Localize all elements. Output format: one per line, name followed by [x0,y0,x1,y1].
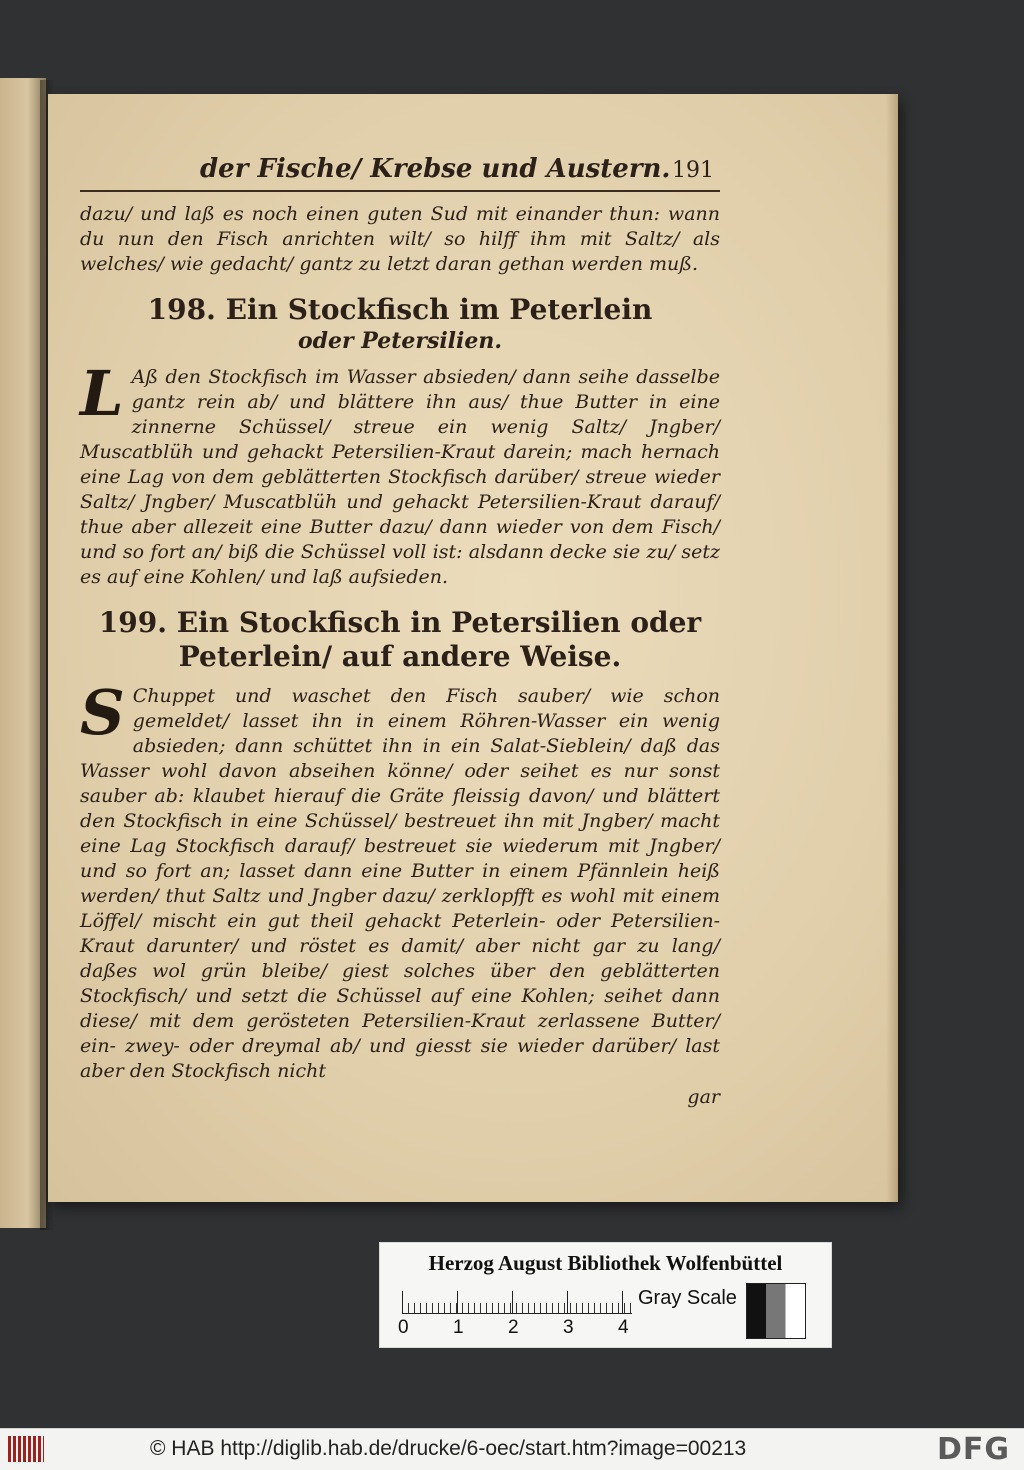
ruler-number: 2 [508,1317,519,1338]
running-head-title: der Fische/ Krebse und Austern. [200,154,671,184]
recipe-199-body [80,676,720,1084]
gray-scale-label: Gray Scale [638,1287,737,1309]
recipe-198-dropcap: L [80,357,124,430]
ruler-numbers [394,1317,654,1339]
ruler-number: 0 [398,1317,409,1338]
recipe-199-text: Chuppet und waschet den Fisch sauber/ wie schon gemeldet/ lasset ihn in einem Röhren-Wasser ein wenig absieden; dann schüttet ihn in ein Salat-Sieblein/ daß das Wasser wohl davon abseihen könne/ oder seihet es nur sonst sauber ab: klaubet hierauf die Gräte fleissig davon/ und blättert den Stockfisch in eine Schüssel/ bestreuet ihn mit Jngber/ macht eine Lag Stockfisch darauf/ bestreuet sie wiederum mit Jngber/ und so fort an; lasset dann eine Butter in einem Pfännlein heiß werden/ thut Saltz und Jngber dazu/ zerklopfft es wohl mit einem Löffel/ mischt ein gut theil gehackt Peterlein- oder Petersilien-Kraut darunter/ und röstet es damit/ aber nicht gar zu lang/ daßes wol grün bleibe/ giest solches über den geblätterten Stockfisch/ und setzt die Schüssel auf eine Kohlen; seihet dann diese/ mit dem gerösteten Petersilien-Kraut zerlassene Butter/ ein- zwey- oder dreymal ab/ und giesst sie wieder darüber/ last aber den Stockfisch nicht [80,685,720,1082]
library-name: Herzog August Bibliothek Wolfenbüttel [428,1251,783,1275]
ruler-major-tick [457,1291,458,1313]
catchword: gar [687,1086,720,1108]
ruler-major-tick [567,1291,568,1313]
page-text-block [80,154,720,1108]
recipe-199-dropcap: S [80,676,125,749]
source-link[interactable]: © HAB http://diglib.hab.de/drucke/6-oec/start.htm?image=00213 [150,1437,747,1460]
running-head [80,154,720,192]
page-number: 191 [672,158,714,183]
intro-paragraph: dazu/ und laß es noch einen guten Sud mit einander thun: wann du nun den Fisch anrichten wilt/ so hilff ihm mit Saltz/ als welches/ wie gedacht/ gantz zu letzt daran gethan werden muß. [80,203,720,275]
ruler-major-tick [622,1291,623,1313]
ruler-number: 4 [618,1317,629,1338]
recipe-198-body [80,357,720,590]
recipe-198-text: Aß den Stockfisch im Wasser absieden/ dann seihe dasselbe gantz rein ab/ und blättere ihn aus/ thue Butter in eine zinnerne Schüssel/ streue ein wenig Saltz/ Jngber/ Muscatblüh und gehackt Petersilien-Kraut darein; mach hernach eine Lag von dem geblätterten Stockfisch darüber/ streue wieder Saltz/ Jngber/ Muscatblüh und gehackt Petersilien-Kraut darauf/ thue aber allezeit eine Butter dazu/ dann wieder von dem Fisch/ und so fort an/ biß die Schüssel voll ist: alsdann decke sie zu/ setz es auf eine Kohlen/ und laß aufsieden. [80,366,720,588]
ruler-number: 1 [453,1317,464,1338]
page-edge [886,94,898,1202]
color-target-card [379,1242,832,1348]
barcode-icon [8,1436,44,1462]
book-page [48,94,898,1202]
recipe-198-heading [80,293,720,355]
recipe-198-subtitle: oder Petersilien. [297,328,503,354]
ruler-number: 3 [563,1317,574,1338]
recipe-199-title: 199. Ein Stockfisch in Petersilien oder Peterlein/ auf andere Weise. [98,606,702,673]
recipe-199-heading [80,606,720,674]
recipe-198-title: 198. Ein Stockfisch im Peterlein [147,293,653,326]
dfg-logo: DFG [936,1432,1010,1467]
ruler-major-tick [402,1291,403,1313]
scale-ruler [402,1291,632,1314]
footer-bar [0,1428,1024,1470]
ruler-major-tick [512,1291,513,1313]
gray-scale-swatch [746,1283,806,1339]
